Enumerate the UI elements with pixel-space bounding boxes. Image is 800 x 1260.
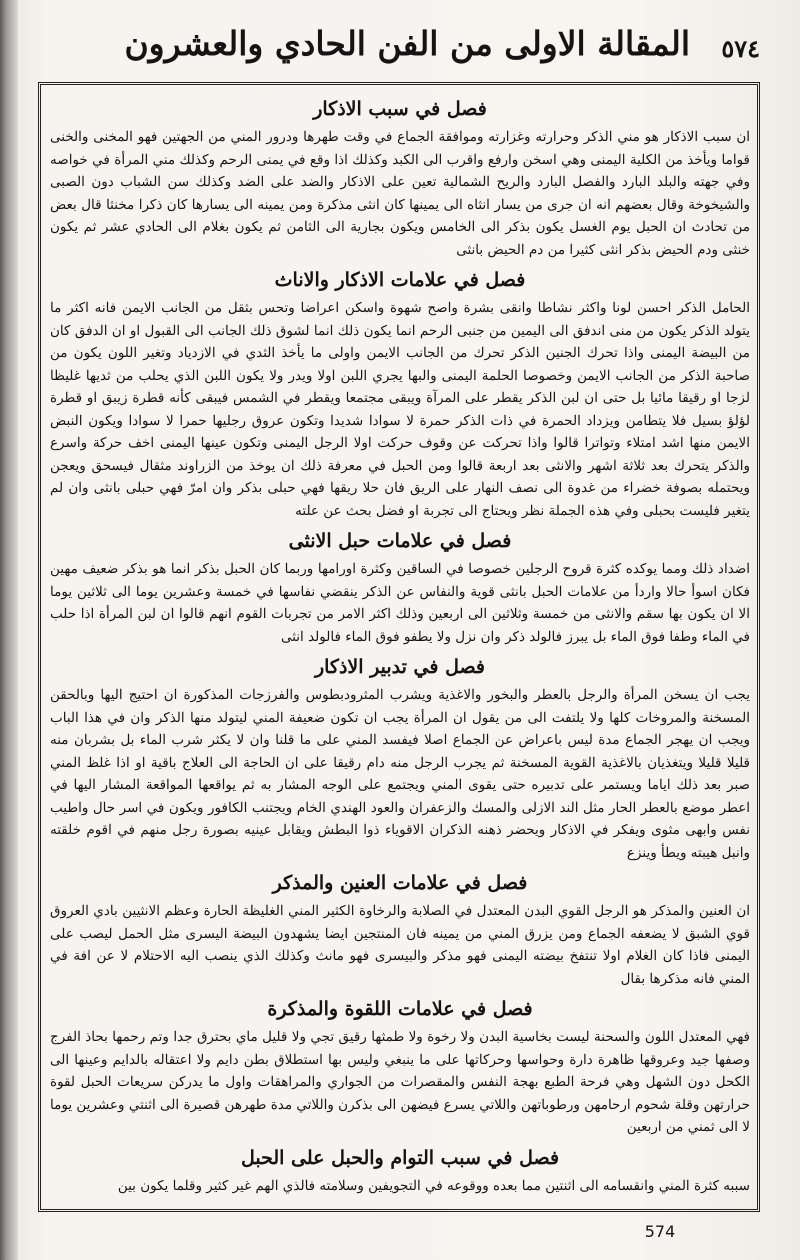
section-heading: فصل في تدبير الاذكار [314, 656, 486, 678]
section-signs-female-pregnancy [50, 528, 750, 648]
section-heading: فصل في علامات اللقوة والمذكرة [267, 998, 533, 1020]
page-header [40, 14, 760, 74]
running-title: المقالة الاولى من الفن الحادي والعشرون [124, 24, 690, 63]
section-heading: فصل في سبب الاذكار [313, 98, 487, 120]
section-paragraph: فهي المعتدل اللون والسحنة ليست بخاسية البدن ولا رخوة ولا طمثها رقيق تجي ولا قليل ماي بحترق جدا وتم رحمها بحاذ الفرج وصفها جيد وعروقها ظاهرة دارة وحواسها وحركاتها على ما ينبغي وليس بها استطلاق بطن دايم ولا اعتقاله بالدايم وعينها الى الكحل دون الشهل وهي فرحة الطبع بهجة النفس والمقصرات من الجواري والمراهقات واول ما يدركن سريعات الحبل لقوة حرارتهن وقلة شحوم ارحامهن ورطوباتهن واللاتي يسرع فيضهن الى بذكرن واللاتي مدة طهرهن قصيرة الى اثنتي وعشرين يوما لا الى ثمني من اربعين [50, 1029, 750, 1135]
section-twins [50, 1145, 750, 1198]
section-causes-of-male-birth [50, 96, 750, 261]
section-paragraph: يجب ان يسخن المرأة والرجل بالعطر والبخور والاغذية ويشرب المثرودبطوس والفرزجات المذكورة ان احتيج اليها وبالحقن المسخنة والمروخات كلها ولا يلتفت الى من يقول ان المرأة يجب ان تكون ضعيفة المني ليتولد منها الذكر وان في هذا الباب ويجب ان يهجر الجماع مدة ليس باعراض عن الجماع اصلا فيفسد المني على ما قلنا وان لا يكثر شرب الماء بل بشربان منه قليلا قليلا ويتغذيان بالاغذية القوية المسخنة ثم يجرب الرجل منه دام رقيقا على ان الحاجة الى العلاج باقية او اذا غلظ المني صبر بعد ذلك اياما ويستمر على تدبيره حتى يقوى المني ويجتمع على الوجه المشار به ثم يواقعها المواقعة المشار اليها في اعطر موضع بالعطر الحار مثل الند الازلى والمسك والزعفران والعود الهندي الخام ويجتنب الكافور ويكون في اسر حال واطيب نفس وابهى مثوى ويفكر في الاذكار ويحضر ذهنه الذكران الاقوياء ذوا البطش ويقابل عينيه بصورة رجل منهم في اقوم خلقته وانبل هيبته ويطأ وينزع [50, 687, 750, 861]
section-paragraph: سببه كثرة المني وانقسامه الى اثنتين مما بعده ووقوعه في التجويفين وسلامته فالذي الهم غير كثير وقلما يكون بين [117, 1177, 750, 1194]
section-heading: فصل في سبب التوام والحبل على الحبل [240, 1146, 560, 1169]
section-paragraph: اضداد ذلك ومما يوكده كثرة قروح الرجلين خصوصا في الساقين وكثرة اورامها وربما كان الحبل بذكر انما هو بذكر ضعيف مهين فكان اسوأ حالا واردأ من علامات الحبل بانثى قوية والنفاس عن الذكر ينقضي نفاسها في خمسة وعشرين يوما الى ثلاثين يوما الا ان يكون بها سقم والانثى من خمسة وثلاثين الى اربعين وذلك اكثر الامر من تجربات القوم انهم قالوا ان لبن المرأة اذا حلب في الماء وطفا فوق الماء بل يبرز فالولد ذكر وان نزل ولا يطفو فوق الماء فالولد انثى [50, 561, 750, 645]
section-paragraph: ان سبب الاذكار هو مني الذكر وحرارته وغزارته وموافقة الجماع في وقت طهرها ودرور المني من الجهتين فهو المخنى والخنى قواما ويأخذ من الكلية اليمنى وهي اسخن وارفع واقرب الى الكبد وكذلك اذا وقع في يمنى الرحم وكذلك مني المرأة في خواصه وفي جهته والبلد البارد والفصل البارد والريح الشمالية تعين على الاذكار والضد على الضد وكذلك سن الشباب دون الصبى والشيخوخة وقال بعضهم انه ان جرى من يسار انثاه الى يمينها كان انثى مذكرة ومن يمينه الى يسارها كان ذكرا مخنثا قال بعض من تحادث ان الحبل يوم الغسل يكون بذكر الى الخامس ويكون بجارية الى الثامن ثم يكون بغلام الى الحادي عشر ثم يكون خنثى ودم الحيض بذكر انثى كثيرا من دم الحيض بانثى [50, 129, 750, 258]
section-signs-male-fertility [50, 870, 750, 990]
page-body [50, 90, 750, 1200]
footer-page-number: 574 [644, 1222, 676, 1241]
section-signs-male-female [50, 267, 750, 522]
header-page-number: ٥٧٤ [721, 34, 760, 63]
section-signs-female-fertility [50, 996, 750, 1139]
section-heading: فصل في علامات حبل الانثى [288, 530, 512, 552]
section-regimen-for-male [50, 654, 750, 864]
section-heading: فصل في علامات العنين والمذكر [272, 872, 528, 894]
section-paragraph: الحامل الذكر احسن لونا واكثر نشاطا وانقى بشرة واصح شهوة واسكن اعراضا وتحس بثقل من الجانب الايمن فانه اكثر ما يتولد الذكر يكون من منى اندفق الى اليمين من جنبى الرحم انما يكون ذلك انما لشوق ذلك الجانب الى القبول او ان الدفق كان من البيضة اليمنى واذا تحرك الجنين الذكر تحرك من الجانب الايمن واولى ما يأخذ الثدي في الازدياد وتغير اللون يكون من صاحبة الذكر من الجانب الايمن وخصوصا الحلمة اليمنى والبها يجري اللبن اولا ويدر ولا يكون اللبن الذي يحلب من ثديها غليظا لزجا او رقيقا مائيا بل حتى ان لبن الذكر يقطر على المرآة ويبقى مجتمعا ويقطر في الشمس فيبقى كأنه قطرة زيبق او قطرة لؤلؤ بسيل فلا يتطامن ويزداد الحمرة في ذات الذكر حمرة لا سوادا شديدا وتكون عروق رجليها حمرا لا سوادا ويكون النبض الايمن منها اشد امتلاء وتواترا قالوا واذا تحركت عن وقوف حركت اولا الرجل اليمنى وتكون عينها اليمنى اخف حركة واسرع والذكر يتحرك بعد ثلاثة اشهر والانثى بعد اربعة قالوا ومن الحبل في معرفة ذلك ان يوخذ من الزراوند مثقال فيسحق ويعجن ويحتمله بصوفة خضراء من غدوة الى نصف النهار على الريق فان حلا ريقها فهي حبلى بذكر وان امرّ فهي حبلى بانثى وان لم يتغير فليست بحبلى وفي هذه الجملة نظر ويحتاج الى تجربة او فضل بحث عن علته [50, 300, 750, 519]
section-paragraph: ان العنين والمذكر هو الرجل القوي البدن المعتدل في الصلابة والرخاوة الكثير المني الغليظة الحارة وعظم الانثيين بادي العروق قوي الشبق لا يضعفه الجماع ومن يزرق المني من يمينه فان المنتجين ايضا يشهدون البيضة اليسرى مثل الحمل ليصب على اليمنى فاذا كان الغلام اولا تنتفخ بيضته اليمنى فهو مذكر والبيسرى فهو مانث وكذلك الذي ينصب اليه الاحتلام لا عن افة في المني فانه مذكرها بقال [50, 903, 750, 987]
section-heading: فصل في علامات الاذكار والاناث [274, 269, 526, 291]
book-gutter-shadow [0, 0, 18, 1260]
